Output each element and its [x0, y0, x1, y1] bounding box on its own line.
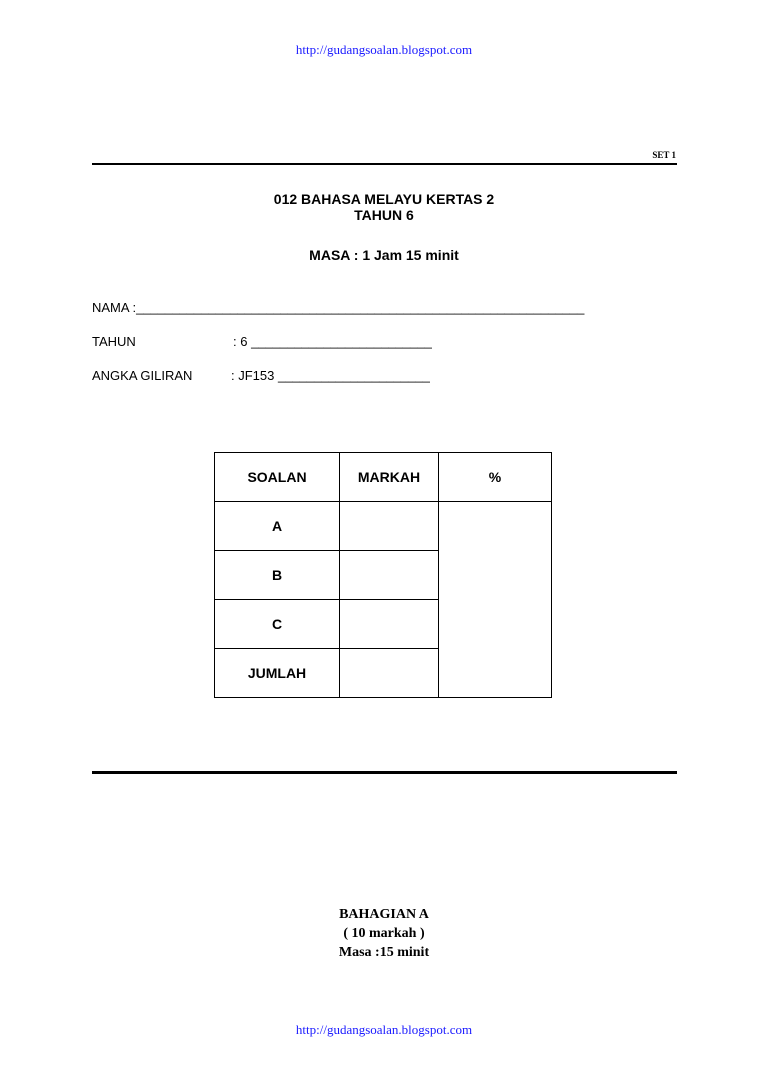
- paper-title: 012 BAHASA MELAYU KERTAS 2: [273, 191, 495, 207]
- tahun-value: : 6 _________________________: [233, 334, 432, 349]
- markah-cell: [340, 502, 439, 551]
- header-percent: %: [439, 453, 552, 502]
- header-url[interactable]: http://gudangsoalan.blogspot.com: [295, 42, 473, 57]
- row-label: A: [215, 502, 340, 551]
- tahun-label: TAHUN: [92, 334, 136, 349]
- markah-cell: [340, 649, 439, 698]
- section-title: BAHAGIAN A: [339, 907, 429, 922]
- header-soalan: SOALAN: [215, 453, 340, 502]
- paper-time: MASA : 1 Jam 15 minit: [309, 247, 459, 263]
- footer-url[interactable]: http://gudangsoalan.blogspot.com: [295, 1022, 473, 1037]
- nama-field: [92, 300, 584, 315]
- markah-cell: [340, 551, 439, 600]
- nama-line: ______________________________________________________________: [136, 300, 585, 315]
- nama-label: NAMA :: [92, 300, 137, 315]
- paper-year: TAHUN 6: [354, 207, 414, 223]
- marks-table: [214, 452, 552, 698]
- angka-giliran-label: ANGKA GILIRAN: [92, 368, 193, 383]
- row-label: JUMLAH: [215, 649, 340, 698]
- angka-giliran-value: : JF153 _____________________: [231, 368, 430, 383]
- top-rule: [92, 163, 677, 165]
- header-markah: MARKAH: [340, 453, 439, 502]
- table-header-row: [215, 453, 552, 502]
- section-time: Masa :15 minit: [338, 945, 430, 960]
- percent-cell: [439, 502, 552, 698]
- row-label: C: [215, 600, 340, 649]
- row-label: B: [215, 551, 340, 600]
- angka-giliran-field: [92, 368, 430, 383]
- markah-cell: [340, 600, 439, 649]
- tahun-field: [92, 334, 432, 349]
- set-label: SET 1: [652, 150, 676, 160]
- section-marks: ( 10 markah ): [343, 926, 425, 941]
- table-row: [215, 502, 552, 551]
- bottom-rule: [92, 771, 677, 774]
